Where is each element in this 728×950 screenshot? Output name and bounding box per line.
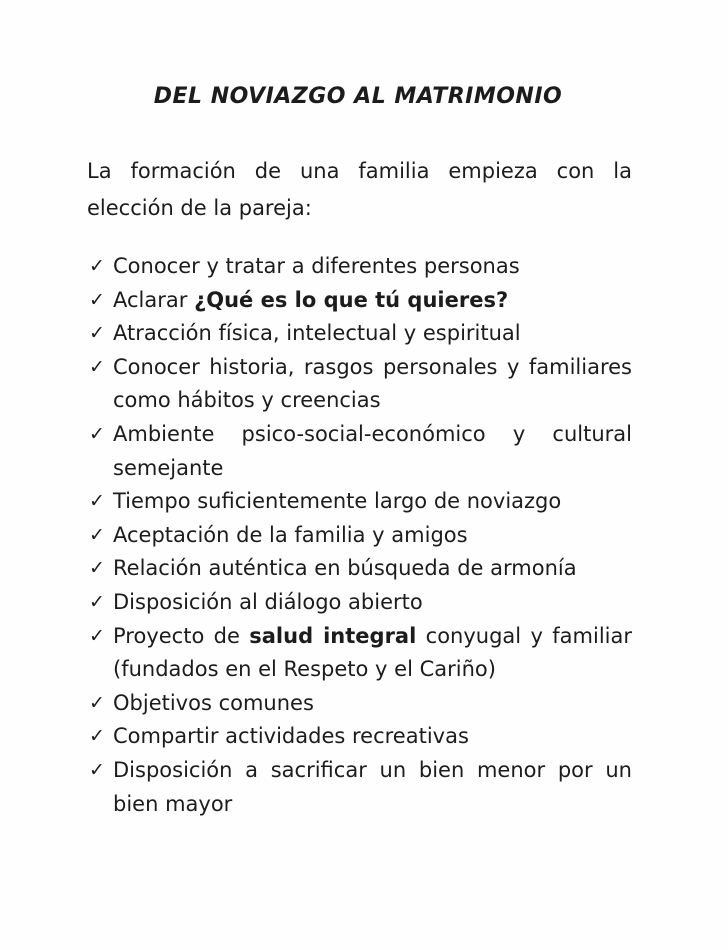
intro-line-2: elección de la pareja: <box>87 196 312 220</box>
checkmark-icon: ✓ <box>89 288 105 311</box>
list-item-text: conyugal y familiar (fundados en el Respeto y el Cariño) <box>113 623 632 682</box>
checkmark-icon: ✓ <box>89 322 105 345</box>
list-item <box>88 284 632 318</box>
list-item-text: Conocer y tratar a diferentes personas <box>113 254 520 278</box>
list-item-text: Disposición al diálogo abierto <box>113 589 423 614</box>
list-item <box>88 620 632 687</box>
list-item <box>88 519 632 553</box>
document-title: DEL NOVIAZGO AL MATRIMONIO <box>153 84 563 109</box>
requirements-list <box>88 250 632 821</box>
list-item-text: Disposición a sacrificar un bien menor por un bien mayor <box>113 757 632 816</box>
list-item <box>88 351 632 418</box>
checkmark-icon: ✓ <box>89 624 105 647</box>
list-item-bold-text: ¿Qué es lo que tú quieres? <box>194 287 509 312</box>
list-item-text: Ambiente psico-social-económico y cultural semejante <box>113 421 632 480</box>
checkmark-icon: ✓ <box>89 691 105 714</box>
checkmark-icon: ✓ <box>89 523 105 546</box>
list-item-bold-text: salud integral <box>249 623 417 648</box>
list-item-text: Proyecto de <box>113 623 250 648</box>
list-item <box>88 250 632 284</box>
list-item-text: Relación auténtica en búsqueda de armonía <box>113 556 577 581</box>
checkmark-icon: ✓ <box>89 355 105 378</box>
list-item <box>88 485 632 519</box>
intro-paragraph <box>87 153 632 227</box>
list-item <box>88 418 632 485</box>
checkmark-icon: ✓ <box>89 422 105 445</box>
list-item <box>88 552 632 586</box>
checkmark-icon: ✓ <box>89 725 105 748</box>
list-item-text: Aceptación de la familia y amigos <box>113 522 468 547</box>
list-item-text: Atracción física, intelectual y espiritual <box>113 321 521 346</box>
checkmark-icon: ✓ <box>89 590 105 613</box>
intro-line-1: La formación de una familia empieza con la <box>87 159 632 183</box>
list-item <box>88 754 632 821</box>
list-item-text: Compartir actividades recreativas <box>113 724 469 749</box>
checkmark-icon: ✓ <box>89 490 105 513</box>
checkmark-icon: ✓ <box>89 557 105 580</box>
list-item-text: Conocer historia, rasgos personales y familiares como hábitos y creencias <box>113 354 632 413</box>
list-item <box>88 586 632 620</box>
checkmark-icon: ✓ <box>89 255 105 277</box>
checkmark-icon: ✓ <box>89 758 105 781</box>
list-item-text: Tiempo suficientemente largo de noviazgo <box>113 489 562 514</box>
list-item <box>88 720 632 754</box>
list-item-text: Aclarar <box>113 287 195 312</box>
list-item <box>88 687 632 721</box>
list-item <box>88 317 632 351</box>
list-item-text: Objetivos comunes <box>113 690 314 715</box>
